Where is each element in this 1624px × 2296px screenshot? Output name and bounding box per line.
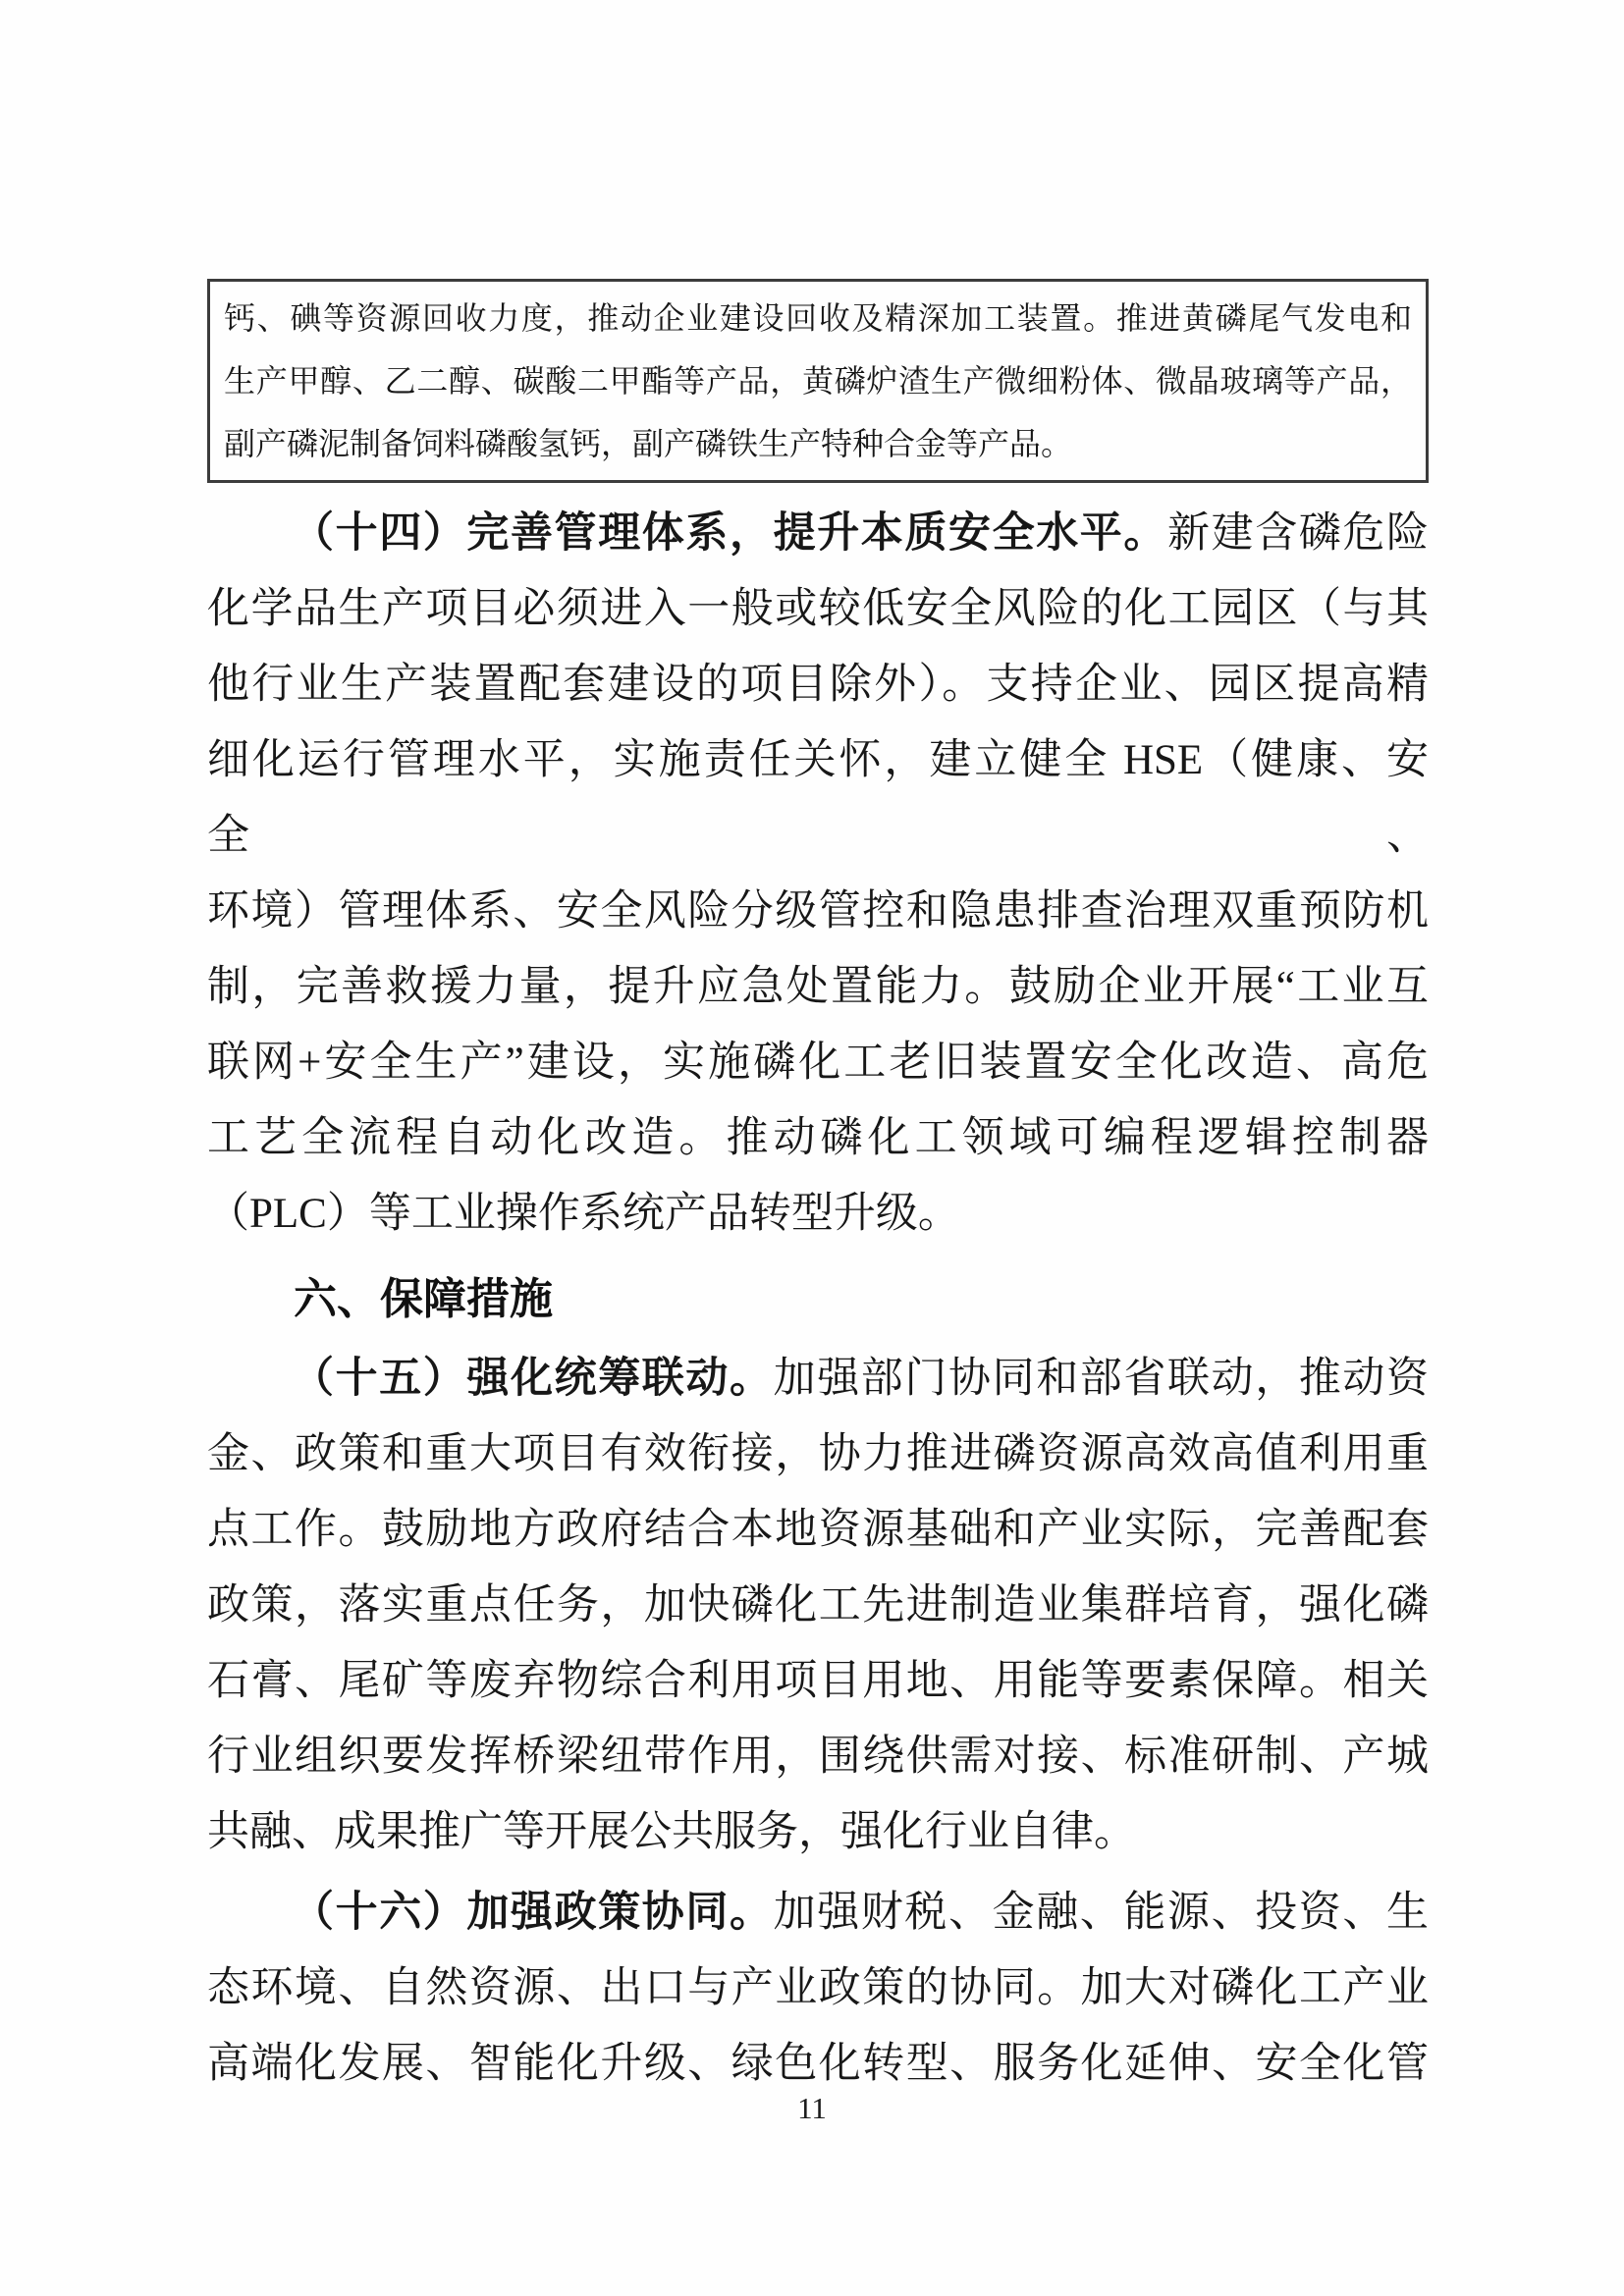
text-line: 工艺全流程自动化改造。推动磷化工领域可编程逻辑控制器 <box>207 1115 1429 1161</box>
continued-text-box <box>207 279 1429 483</box>
text-line: 高端化发展、智能化升级、绿色化转型、服务化延伸、安全化管 <box>207 2041 1429 2087</box>
text-line: 制，完善救援力量，提升应急处置能力。鼓励企业开展“工业互 <box>207 964 1429 1010</box>
paragraph-lead-bold: （十六）加强政策协同。 <box>292 1890 774 1936</box>
text-line: 联网+安全生产”建设，实施磷化工老旧装置安全化改造、高危 <box>207 1040 1429 1086</box>
page-number: 11 <box>797 2091 827 2125</box>
text-line: 点工作。鼓励地方政府结合本地资源基础和产业实际，完善配套 <box>207 1507 1429 1553</box>
text-line: 化学品生产项目必须进入一般或较低安全风险的化工园区（与其 <box>207 586 1429 632</box>
paragraph-lead-bold: （十五）强化统筹联动。 <box>292 1356 774 1402</box>
text-line: （十五）强化统筹联动。加强部门协同和部省联动，推动资 <box>292 1356 1430 1402</box>
text-line: （PLC）等工业操作系统产品转型升级。 <box>207 1191 960 1237</box>
text-line: 钙、碘等资源回收力度，推动企业建设回收及精深加工装置。推进黄磷尾气发电和 <box>224 300 1412 336</box>
text-line: 他行业生产装置配套建设的项目除外）。支持企业、园区提高精 <box>207 662 1429 708</box>
page-content <box>207 279 1429 2102</box>
text-line: 态环境、自然资源、出口与产业政策的协同。加大对磷化工产业 <box>207 1965 1429 2011</box>
text-line: 共融、成果推广等开展公共服务，强化行业自律。 <box>207 1809 1136 1855</box>
text-line: 环境）管理体系、安全风险分级管控和隐患排查治理双重预防机 <box>207 888 1429 934</box>
para-15 <box>207 1341 1429 1870</box>
text-line: （十四）完善管理体系，提升本质安全水平。新建含磷危险 <box>292 510 1430 557</box>
document-body <box>207 496 1429 2102</box>
para-14 <box>207 496 1429 1252</box>
text-line: 政策，落实重点任务，加快磷化工先进制造业集群培育，强化磷 <box>207 1582 1429 1629</box>
text-line: 副产磷泥制备饲料磷酸氢钙，副产磷铁生产特种合金等产品。 <box>224 426 1073 461</box>
text-line: 生产甲醇、乙二醇、碳酸二甲酯等产品，黄磷炉渣生产微细粉体、微晶玻璃等产品， <box>224 363 1412 399</box>
text-line: 石膏、尾矿等废弃物综合利用项目用地、用能等要素保障。相关 <box>207 1658 1429 1704</box>
text-line: 金、政策和重大项目有效衔接，协力推进磷资源高效高值利用重 <box>207 1431 1429 1477</box>
para-16 <box>207 1875 1429 2102</box>
section-heading: 六、保障措施 <box>294 1275 553 1323</box>
text-line: 行业组织要发挥桥梁纽带作用，围绕供需对接、标准研制、产城 <box>207 1734 1429 1780</box>
paragraph-lead-bold: （十四）完善管理体系，提升本质安全水平。 <box>292 510 1167 557</box>
text-line: 细化运行管理水平，实施责任关怀，建立健全 HSE（健康、安全、 <box>207 737 1429 859</box>
text-line: （十六）加强政策协同。加强财税、金融、能源、投资、生 <box>292 1890 1430 1936</box>
